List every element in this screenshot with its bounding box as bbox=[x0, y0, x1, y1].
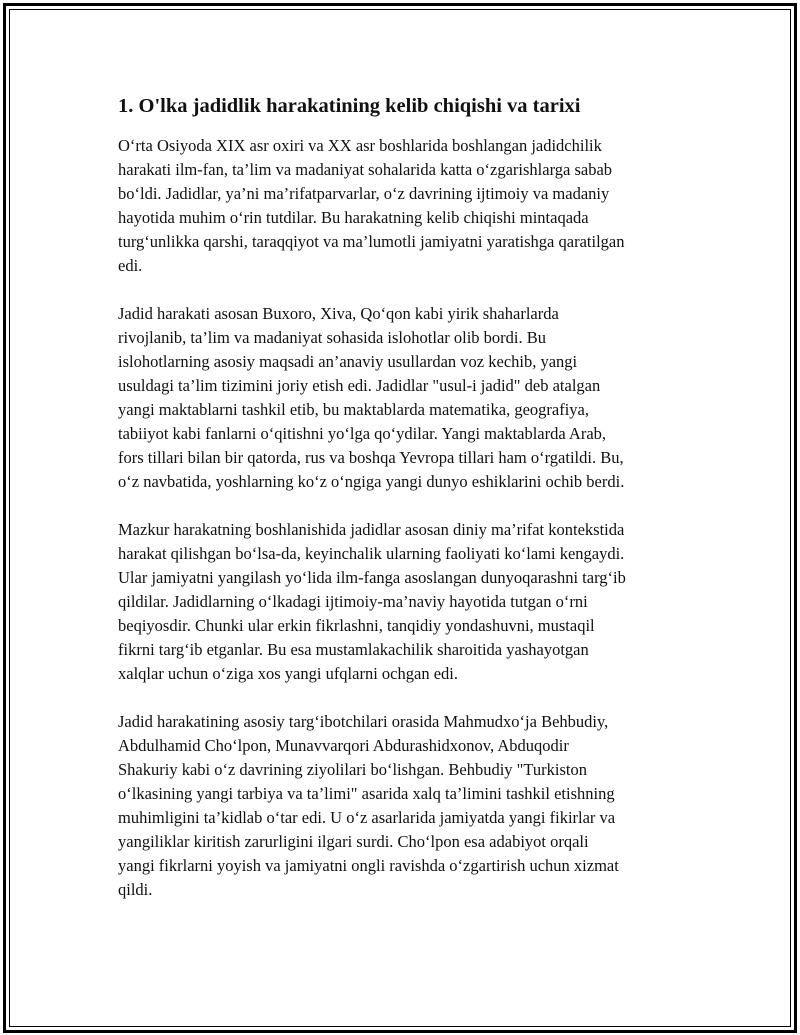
text-line: fors tillari bilan bir qatorda, rus va boshqa Yevropa tillari ham o‘rgatildi. Bu, bbox=[118, 448, 624, 467]
text-line: Ular jamiyatni yangilash yo‘lida ilm-fanga asoslangan dunyoqarashni targ‘ib bbox=[118, 568, 626, 587]
text-line: o‘z navbatida, yoshlarning ko‘z o‘ngiga yangi dunyo eshiklarini ochib berdi. bbox=[118, 472, 625, 491]
text-line: qildi. bbox=[118, 880, 153, 899]
text-line: xalqlar uchun o‘ziga xos yangi ufqlarni ochgan edi. bbox=[118, 664, 458, 683]
paragraph-2 bbox=[118, 302, 688, 494]
text-line: Jadid harakati asosan Buxoro, Xiva, Qo‘qon kabi yirik shaharlarda bbox=[118, 304, 559, 323]
text-line: usuldagi ta’lim tizimini joriy etish edi. Jadidlar "usul-i jadid" deb atalgan bbox=[118, 376, 601, 395]
text-line: harakati ilm-fan, ta’lim va madaniyat sohalarida katta o‘zgarishlarga sabab bbox=[118, 160, 613, 179]
text-line: yangiliklar kiritish zarurligini ilgari surdi. Cho‘lpon esa adabiyot orqali bbox=[118, 832, 589, 851]
paragraph-1 bbox=[118, 134, 688, 278]
text-line: turg‘unlikka qarshi, taraqqiyot va ma’lumotli jamiyatni yaratishga qaratilgan bbox=[118, 232, 625, 251]
text-line: Shakuriy kabi o‘z davrining ziyolilari bo‘lishgan. Behbudiy "Turkiston bbox=[118, 760, 587, 779]
text-line: Mazkur harakatning boshlanishida jadidlar asosan diniy ma’rifat kontekstida bbox=[118, 520, 625, 539]
text-line: Jadid harakatining asosiy targ‘ibotchilari orasida Mahmudxo‘ja Behbudiy, bbox=[118, 712, 609, 731]
text-line: beqiyosdir. Chunki ular erkin fikrlashni, tanqidiy yondashuvni, mustaqil bbox=[118, 616, 595, 635]
text-line: edi. bbox=[118, 256, 143, 275]
text-line: yangi maktablarni tashkil etib, bu maktablarda matematika, geografiya, bbox=[118, 400, 589, 419]
text-line: O‘rta Osiyoda XIX asr oxiri va XX asr boshlarida boshlangan jadidchilik bbox=[118, 136, 602, 155]
paragraph-4 bbox=[118, 710, 688, 902]
text-line: o‘lkasining yangi tarbiya va ta’limi" asarida xalq ta’limini tashkil etishning bbox=[118, 784, 615, 803]
section-heading: 1. O'lka jadidlik harakatining kelib chiqishi va tarixi bbox=[118, 95, 581, 117]
text-line: Abdulhamid Cho‘lpon, Munavvarqori Abdurashidxonov, Abduqodir bbox=[118, 736, 569, 755]
text-line: hayotida muhim o‘rin tutdilar. Bu harakatning kelib chiqishi mintaqada bbox=[118, 208, 589, 227]
text-line: qildilar. Jadidlarning o‘lkadagi ijtimoiy-ma’naviy hayotida tutgan o‘rni bbox=[118, 592, 588, 611]
text-line: tabiiyot kabi fanlarni o‘qitishni yo‘lga qo‘ydilar. Yangi maktablarda Arab, bbox=[118, 424, 607, 443]
text-line: islohotlarning asosiy maqsadi an’anaviy usullardan voz kechib, yangi bbox=[118, 352, 578, 371]
document-body bbox=[118, 92, 688, 926]
text-line: bo‘ldi. Jadidlar, ya’ni ma’rifatparvarlar, o‘z davrining ijtimoiy va madaniy bbox=[118, 184, 610, 203]
paragraph-3 bbox=[118, 518, 688, 686]
text-line: fikrni targ‘ib etganlar. Bu esa mustamlakachilik sharoitida yashayotgan bbox=[118, 640, 589, 659]
text-line: rivojlanib, ta’lim va madaniyat sohasida islohotlar olib bordi. Bu bbox=[118, 328, 547, 347]
text-line: harakat qilishgan bo‘lsa-da, keyinchalik ularning faoliyati ko‘lami kengaydi. bbox=[118, 544, 625, 563]
text-line: yangi fikrlarni yoyish va jamiyatni ongli ravishda o‘zgartirish uchun xizmat bbox=[118, 856, 619, 875]
text-line: muhimligini ta’kidlab o‘tar edi. U o‘z asarlarida jamiyatda yangi fikirlar va bbox=[118, 808, 616, 827]
